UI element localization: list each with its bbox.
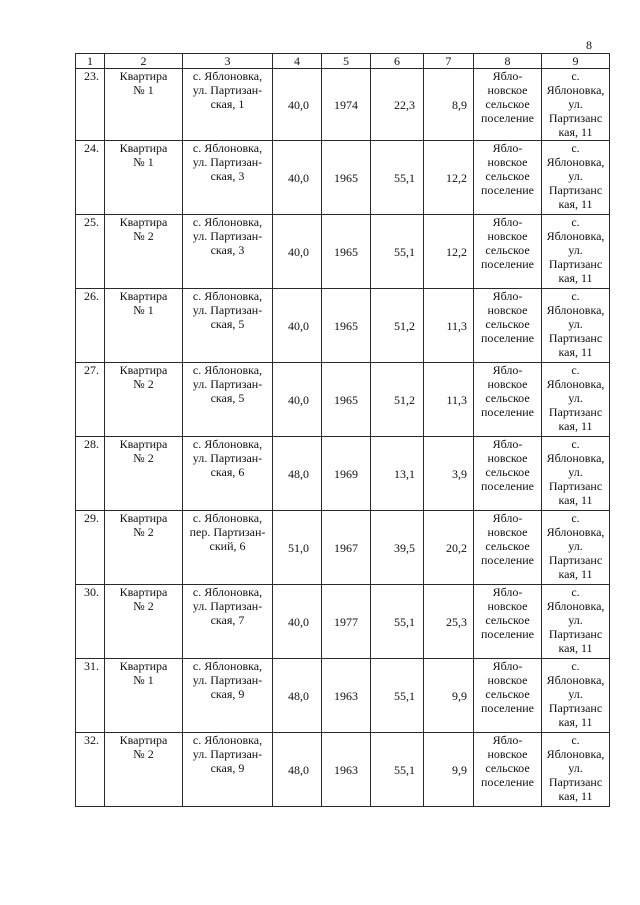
owner-cell: Ябло- новское сельское поселение	[474, 69, 542, 141]
table-row	[76, 363, 610, 437]
location-cell: с. Яблоновка, ул. Партизанс кая, 11	[542, 289, 610, 363]
value-cell: 51,2	[371, 363, 424, 437]
column-number-row	[76, 54, 610, 69]
location-cell: с. Яблоновка, ул. Партизанс кая, 11	[542, 141, 610, 215]
address-cell: с. Яблоновка, ул. Партизан- ская, 9	[183, 733, 273, 807]
row-number-cell: 31.	[76, 659, 105, 733]
column-header: 3	[183, 54, 273, 69]
area-cell: 40,0	[273, 585, 322, 659]
object-name-cell: Квартира № 1	[105, 141, 183, 215]
location-cell: с. Яблоновка, ул. Партизанс кая, 11	[542, 437, 610, 511]
value-cell: 51,2	[371, 289, 424, 363]
row-number-cell: 24.	[76, 141, 105, 215]
table-row	[76, 141, 610, 215]
value-cell: 3,9	[424, 437, 474, 511]
value-cell: 12,2	[424, 215, 474, 289]
area-cell: 40,0	[273, 215, 322, 289]
area-cell: 40,0	[273, 141, 322, 215]
column-header: 2	[105, 54, 183, 69]
location-cell: с. Яблоновка, ул. Партизанс кая, 11	[542, 659, 610, 733]
value-cell: 9,9	[424, 659, 474, 733]
table-row	[76, 733, 610, 807]
row-number-cell: 28.	[76, 437, 105, 511]
table-row	[76, 511, 610, 585]
year-cell: 1965	[322, 141, 371, 215]
table-row	[76, 69, 610, 141]
row-number-cell: 23.	[76, 69, 105, 141]
year-cell: 1963	[322, 659, 371, 733]
value-cell: 55,1	[371, 733, 424, 807]
value-cell: 55,1	[371, 659, 424, 733]
address-cell: с. Яблоновка, ул. Партизан- ская, 5	[183, 289, 273, 363]
location-cell: с. Яблоновка, ул. Партизанс кая, 11	[542, 69, 610, 141]
value-cell: 22,3	[371, 69, 424, 141]
object-name-cell: Квартира № 2	[105, 733, 183, 807]
object-name-cell: Квартира № 2	[105, 511, 183, 585]
year-cell: 1967	[322, 511, 371, 585]
address-cell: с. Яблоновка, ул. Партизан- ская, 6	[183, 437, 273, 511]
object-name-cell: Квартира № 1	[105, 69, 183, 141]
area-cell: 48,0	[273, 437, 322, 511]
column-header: 4	[273, 54, 322, 69]
column-header: 5	[322, 54, 371, 69]
value-cell: 13,1	[371, 437, 424, 511]
owner-cell: Ябло- новское сельское поселение	[474, 215, 542, 289]
owner-cell: Ябло- новское сельское поселение	[474, 437, 542, 511]
year-cell: 1963	[322, 733, 371, 807]
owner-cell: Ябло- новское сельское поселение	[474, 363, 542, 437]
year-cell: 1977	[322, 585, 371, 659]
area-cell: 48,0	[273, 659, 322, 733]
object-name-cell: Квартира № 1	[105, 659, 183, 733]
value-cell: 8,9	[424, 69, 474, 141]
area-cell: 51,0	[273, 511, 322, 585]
value-cell: 25,3	[424, 585, 474, 659]
object-name-cell: Квартира № 2	[105, 437, 183, 511]
area-cell: 48,0	[273, 733, 322, 807]
value-cell: 55,1	[371, 215, 424, 289]
value-cell: 9,9	[424, 733, 474, 807]
value-cell: 11,3	[424, 363, 474, 437]
owner-cell: Ябло- новское сельское поселение	[474, 733, 542, 807]
address-cell: с. Яблоновка, ул. Партизан- ская, 3	[183, 215, 273, 289]
column-header: 6	[371, 54, 424, 69]
object-name-cell: Квартира № 2	[105, 363, 183, 437]
value-cell: 55,1	[371, 585, 424, 659]
table-row	[76, 585, 610, 659]
owner-cell: Ябло- новское сельское поселение	[474, 141, 542, 215]
year-cell: 1965	[322, 215, 371, 289]
location-cell: с. Яблоновка, ул. Партизанс кая, 11	[542, 511, 610, 585]
page-number: 8	[586, 38, 592, 52]
location-cell: с. Яблоновка, ул. Партизанс кая, 11	[542, 363, 610, 437]
location-cell: с. Яблоновка, ул. Партизанс кая, 11	[542, 733, 610, 807]
value-cell: 55,1	[371, 141, 424, 215]
owner-cell: Ябло- новское сельское поселение	[474, 585, 542, 659]
row-number-cell: 32.	[76, 733, 105, 807]
column-header: 8	[474, 54, 542, 69]
owner-cell: Ябло- новское сельское поселение	[474, 659, 542, 733]
address-cell: с. Яблоновка, ул. Партизан- ская, 1	[183, 69, 273, 141]
table-row	[76, 437, 610, 511]
address-cell: с. Яблоновка, ул. Партизан- ская, 9	[183, 659, 273, 733]
owner-cell: Ябло- новское сельское поселение	[474, 289, 542, 363]
object-name-cell: Квартира № 2	[105, 585, 183, 659]
row-number-cell: 27.	[76, 363, 105, 437]
column-header: 9	[542, 54, 610, 69]
location-cell: с. Яблоновка, ул. Партизанс кая, 11	[542, 585, 610, 659]
year-cell: 1965	[322, 363, 371, 437]
row-number-cell: 25.	[76, 215, 105, 289]
value-cell: 12,2	[424, 141, 474, 215]
year-cell: 1965	[322, 289, 371, 363]
area-cell: 40,0	[273, 289, 322, 363]
owner-cell: Ябло- новское сельское поселение	[474, 511, 542, 585]
area-cell: 40,0	[273, 69, 322, 141]
address-cell: с. Яблоновка, ул. Партизан- ская, 7	[183, 585, 273, 659]
property-registry-table	[75, 53, 610, 807]
address-cell: с. Яблоновка, ул. Партизан- ская, 3	[183, 141, 273, 215]
table-row	[76, 289, 610, 363]
object-name-cell: Квартира № 1	[105, 289, 183, 363]
address-cell: с. Яблоновка, ул. Партизан- ская, 5	[183, 363, 273, 437]
object-name-cell: Квартира № 2	[105, 215, 183, 289]
year-cell: 1974	[322, 69, 371, 141]
area-cell: 40,0	[273, 363, 322, 437]
year-cell: 1969	[322, 437, 371, 511]
column-header: 1	[76, 54, 105, 69]
value-cell: 20,2	[424, 511, 474, 585]
address-cell: с. Яблоновка, пер. Партизан- ский, 6	[183, 511, 273, 585]
row-number-cell: 30.	[76, 585, 105, 659]
table-row	[76, 215, 610, 289]
column-header: 7	[424, 54, 474, 69]
table-row	[76, 659, 610, 733]
row-number-cell: 29.	[76, 511, 105, 585]
location-cell: с. Яблоновка, ул. Партизанс кая, 11	[542, 215, 610, 289]
value-cell: 39,5	[371, 511, 424, 585]
value-cell: 11,3	[424, 289, 474, 363]
row-number-cell: 26.	[76, 289, 105, 363]
